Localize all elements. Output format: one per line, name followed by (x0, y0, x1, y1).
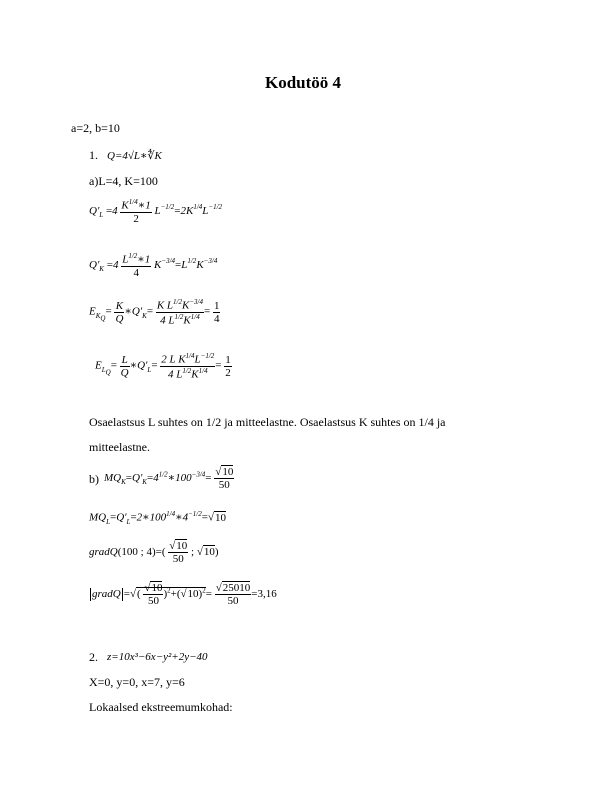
task1-number: 1. (89, 148, 98, 162)
formula-gradient-norm: gradQ =√( $\frac{√10}{50}$ )$^2+(√10)^2=$ $\frac{√25010}{50}$ =3,16 (92, 582, 277, 607)
task1-function: Q=4√L∗∜K (107, 150, 162, 162)
formula-elasticity-l: $E_{L_Q}=$ $\frac{L}{Q}$ $∗Q'_L=$ $\frac{2 L K^{1/4}L^{-1/2}}{4 L^{1/2}K^{1/4}}$ = $\frac{1}{2}$ (95, 352, 231, 381)
task1-part-a: a)L=4, K=100 (89, 174, 158, 188)
formula-marginal-q-k: $Q'_K =4$ $\frac{L^{1/2}∗1}{4}$ $K^{-3/4}=L^{1/2}K^{-3/4}$ (89, 252, 218, 279)
gradient-norm-value: 3,16 (257, 588, 277, 601)
elasticity-conclusion-line2: mitteelastne. (89, 440, 150, 454)
task2-heading: Lokaalsed ekstreemumkohad: (89, 700, 233, 714)
task2-number: 2. (89, 650, 98, 664)
task2-points: X=0, y=0, x=7, y=6 (89, 675, 185, 689)
elasticity-conclusion-line1: Osaelastsus L suhtes on 1/2 ja mitteelastne. Osaelastsus K suhtes on 1/4 ja (89, 415, 446, 429)
formula-mq-l: $MQ_L=Q'_L=2∗100^{1/4}∗4^{-1/2}=√10$ (89, 510, 227, 526)
page-title: Kodutöö 4 (265, 73, 342, 92)
task2-function: z=10x³−6x−y²+2y−40 (107, 651, 208, 663)
task1-part-b-label: b) (89, 472, 99, 486)
formula-elasticity-k: $E_{K_Q}=$ $\frac{K}{Q}$ $∗Q'_K=$ $\frac{K L^{1/2}K^{-3/4}}{4 L^{1/2}K^{1/4}}$ = $\frac{1}{4}$ (89, 298, 220, 327)
parameters-line: a=2, b=10 (71, 121, 120, 135)
formula-marginal-q-l: $Q'_L =4$ $\frac{K^{1/4}∗1}{2}$ $L^{-1/2}=2K^{1/4}L^{-1/2}$ (89, 198, 223, 225)
formula-mq-k: $MQ_K=Q'_K=4^{1/2}∗100^{-3/4}=$ $\frac{√10}{50}$ (104, 466, 234, 491)
formula-gradient: gradQ(100 ; 4)=( $\frac{√10}{50}$ ; √10) (89, 540, 219, 565)
